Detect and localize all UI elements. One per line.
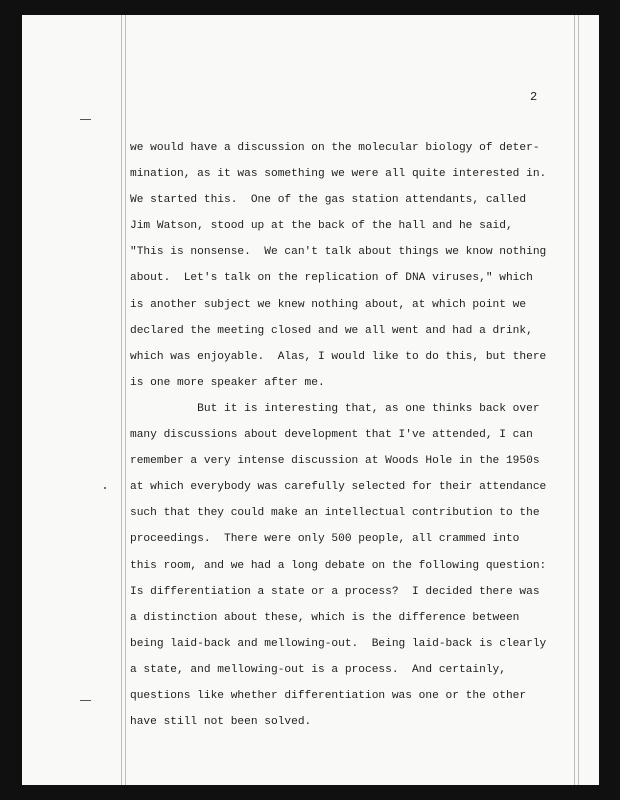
left-margin-rule-inner [125,15,126,785]
text-line: at which everybody was carefully selected for their attendance [130,481,547,494]
text-line: is another subject we knew nothing about, at which point we [130,298,527,311]
text-line: being laid-back and mellowing-out. Being laid-back is clearly [130,637,547,650]
right-margin-rule [574,15,575,785]
left-margin-rule [121,15,122,785]
text-line: questions like whether differentiation was one or the other [130,689,527,702]
text-line: such that they could make an intellectual contribution to the [130,507,540,520]
text-line: a state, and mellowing-out is a process. And certainly, [130,663,506,676]
body-text [130,135,570,735]
text-line: We started this. One of the gas station attendants, called [130,194,527,207]
text-line: mination, as it was something we were all quite interested in. [130,168,547,181]
margin-tick-mark [80,119,91,120]
text-line: about. Let's talk on the replication of DNA viruses," which [130,272,533,285]
text-line: which was enjoyable. Alas, I would like to do this, but there [130,350,547,363]
document-page [22,15,599,785]
text-line: a distinction about these, which is the difference between [130,611,520,624]
text-line: "This is nonsense. We can't talk about things we know nothing [130,246,547,259]
text-line: declared the meeting closed and we all went and had a drink, [130,324,533,337]
text-line: remember a very intense discussion at Woods Hole in the 1950s [130,455,540,468]
text-line: is one more speaker after me. [130,376,325,389]
text-line: proceedings. There were only 500 people, all crammed into [130,533,520,546]
text-line: Jim Watson, stood up at the back of the hall and he said, [130,220,513,233]
speck [104,487,106,489]
right-margin-rule-outer [578,15,579,785]
text-line: many discussions about development that I've attended, I can [130,429,533,442]
margin-tick-mark [80,700,91,701]
text-line: Is differentiation a state or a process? I decided there was [130,585,540,598]
text-line: this room, and we had a long debate on the following question: [130,559,547,572]
text-line: we would have a discussion on the molecular biology of deter- [130,142,540,154]
text-line: But it is interesting that, as one thinks back over [130,402,540,415]
page-number: 2 [530,90,538,104]
text-line: have still not been solved. [130,716,312,729]
